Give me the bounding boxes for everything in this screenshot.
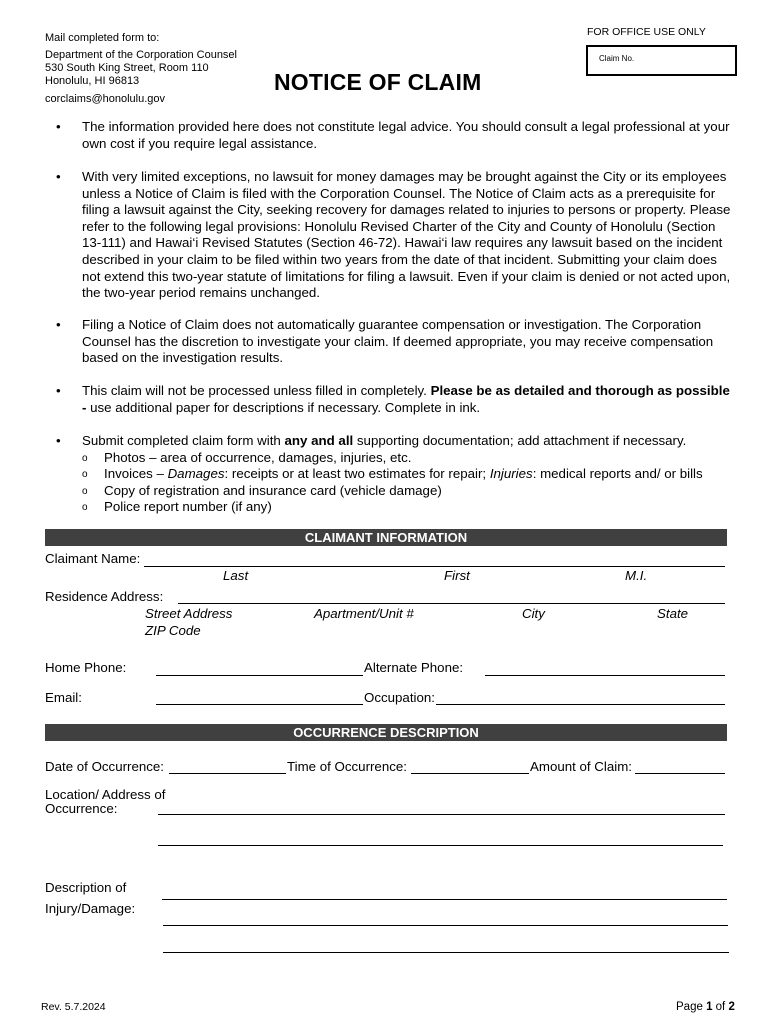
page-number-current: 1	[706, 1001, 713, 1013]
bullet-icon: •	[56, 317, 61, 332]
claimant-name-field[interactable]	[144, 566, 725, 567]
location-field-line2[interactable]	[158, 845, 723, 846]
sub-text-part: Invoices –	[104, 466, 168, 481]
residence-address-field[interactable]	[178, 603, 725, 604]
bullet-no-guarantee	[56, 317, 736, 367]
bullet-text-part: Submit completed claim form with	[82, 433, 285, 448]
email-label: Email:	[45, 690, 82, 705]
bullet-text: Filing a Notice of Claim does not automatically guarantee compensation or investigation. The Corporation Counsel has the discretion to investigate your claim. If deemed appropriate, you may receive compensation based on the investigation results.	[82, 317, 714, 366]
bullet-text	[82, 383, 736, 416]
location-label-line1: Location/ Address of	[45, 787, 166, 802]
sub-text-italic: Injuries	[489, 466, 533, 481]
sub-text-part: : medical reports and/ or bills	[532, 466, 703, 481]
bullet-icon: •	[56, 119, 61, 134]
bullet-complete	[56, 383, 736, 416]
time-of-occurrence-label: Time of Occurrence:	[287, 759, 407, 774]
zip-code-hint: ZIP Code	[145, 623, 201, 638]
page-title: NOTICE OF CLAIM	[274, 69, 482, 95]
sub-item-police	[82, 499, 742, 516]
sub-item-invoices	[82, 466, 742, 483]
bullet-text-part: This claim will not be processed unless filled in completely.	[82, 383, 431, 398]
bullet-legal-advice	[56, 119, 736, 152]
bullet-icon: •	[56, 169, 61, 184]
bullet-icon: •	[56, 383, 61, 398]
first-name-hint: First	[444, 568, 470, 583]
date-of-occurrence-field[interactable]	[169, 773, 286, 774]
apartment-hint: Apartment/Unit #	[314, 606, 414, 621]
claimant-section-header: CLAIMANT INFORMATION	[45, 529, 727, 546]
amount-of-claim-label: Amount of Claim:	[530, 759, 632, 774]
bullet-text: The information provided here does not constitute legal advice. You should consult a legal professional at your own cost if you require legal assistance.	[82, 119, 730, 151]
sub-item-registration	[82, 483, 742, 500]
dept-street: 530 South King Street, Room 110	[45, 62, 209, 74]
mail-to-label: Mail completed form to:	[45, 32, 160, 44]
occupation-label: Occupation:	[364, 690, 435, 705]
email-field[interactable]	[156, 704, 363, 705]
office-use-label: FOR OFFICE USE ONLY	[587, 26, 706, 38]
sub-item-photos	[82, 450, 742, 467]
bullet-exceptions	[56, 169, 736, 302]
claimant-name-label: Claimant Name:	[45, 551, 141, 566]
location-label-line2: Occurrence:	[45, 801, 118, 816]
page-number-total: 2	[728, 1001, 735, 1013]
description-field-line3[interactable]	[163, 952, 729, 953]
home-phone-label: Home Phone:	[45, 660, 127, 675]
bullet-text-part: use additional paper for descriptions if necessary. Complete in ink.	[86, 399, 481, 415]
date-of-occurrence-label: Date of Occurrence:	[45, 759, 164, 774]
revision-date: Rev. 5.7.2024	[41, 1001, 106, 1013]
circle-bullet-icon: o	[82, 469, 88, 480]
bullet-text-bold: Please be as detailed and thorough as possible -	[82, 383, 730, 415]
bullet-documentation	[56, 433, 736, 450]
dept-name: Department of the Corporation Counsel	[45, 49, 237, 61]
circle-bullet-icon: o	[82, 502, 88, 513]
time-of-occurrence-field[interactable]	[411, 773, 529, 774]
dept-city: Honolulu, HI 96813	[45, 75, 140, 87]
residence-address-label: Residence Address:	[45, 589, 164, 604]
state-hint: State	[657, 606, 689, 621]
bullet-text	[82, 433, 736, 450]
amount-of-claim-field[interactable]	[635, 773, 725, 774]
middle-initial-hint: M.I.	[625, 568, 648, 583]
page-number-of: of	[712, 1001, 729, 1013]
page-number	[676, 1001, 735, 1013]
description-field-line2[interactable]	[163, 925, 728, 926]
sub-item-text: Police report number (if any)	[104, 499, 272, 514]
bullet-text: With very limited exceptions, no lawsuit for money damages may be brought against the City or its employees unless a Notice of Claim is filed with the Corporation Counsel. The Notice of Claim acts as a prerequisite for filing a lawsuit against the City, seeking recovery for damages related to injuries to persons or property. Please refer to the following legal provisions: Honolulu Revised Charter of the City and County of Honolulu (Section 13-111) and Hawai‘i Revised Statutes (Section 46-72). Hawai‘i law requires any lawsuit based on the incident described in your claim to be filed within two years from the date of that incident. Submitting your claim does not extend this two-year statute of limitations for filing a lawsuit. Even if your claim is denied or not acted upon, the two-year period remains unchanged.	[82, 169, 731, 301]
alternate-phone-field[interactable]	[485, 675, 725, 676]
location-field-line1[interactable]	[158, 814, 725, 815]
city-hint: City	[522, 606, 545, 621]
claim-number-label: Claim No.	[599, 54, 635, 63]
occurrence-section-header: OCCURRENCE DESCRIPTION	[45, 724, 727, 741]
last-name-hint: Last	[223, 568, 249, 583]
street-address-hint: Street Address	[145, 606, 233, 621]
circle-bullet-icon: o	[82, 453, 88, 464]
alternate-phone-label: Alternate Phone:	[364, 660, 464, 675]
description-field-line1[interactable]	[162, 899, 727, 900]
description-label-line1: Description of	[45, 880, 127, 895]
sub-text-italic: Damages	[167, 466, 225, 481]
sub-text-part: : receipts or at least two estimates for repair;	[224, 466, 490, 481]
page-number-prefix: Page	[676, 1001, 707, 1013]
description-label-line2: Injury/Damage:	[45, 901, 136, 916]
bullet-text-part: supporting documentation; add attachment if necessary.	[353, 433, 687, 448]
sub-item-text	[104, 466, 742, 483]
occupation-field[interactable]	[436, 704, 725, 705]
sub-item-text: Copy of registration and insurance card (vehicle damage)	[104, 483, 442, 498]
claim-number-box[interactable]	[586, 45, 737, 76]
sub-item-text: Photos – area of occurrence, damages, injuries, etc.	[104, 450, 412, 465]
home-phone-field[interactable]	[156, 675, 363, 676]
dept-email: corclaims@honolulu.gov	[45, 93, 166, 105]
bullet-icon: •	[56, 433, 61, 448]
bullet-text-bold: any and all	[284, 433, 354, 448]
circle-bullet-icon: o	[82, 486, 88, 497]
